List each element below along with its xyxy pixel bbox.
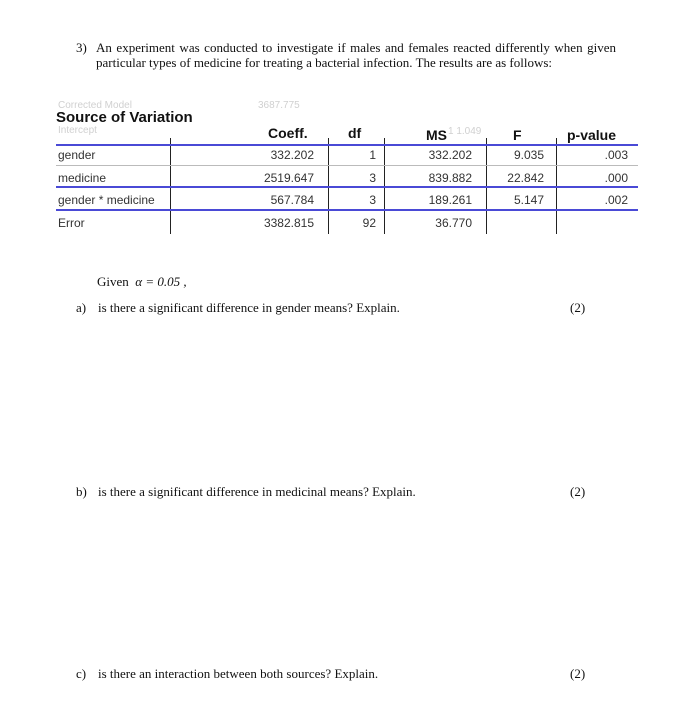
ghost-intercept: Intercept (58, 125, 97, 136)
cell-ms: 189.261 (428, 193, 472, 207)
part-a (76, 300, 400, 316)
cell-ms: 332.202 (428, 148, 472, 162)
alpha-expression: α = 0.05 , (135, 274, 187, 289)
header-f: F (513, 127, 522, 143)
question-number: 3) (76, 40, 87, 55)
part-a-label: a) (76, 300, 87, 315)
cell-p: .003 (604, 148, 628, 162)
part-c-label: c) (76, 666, 87, 681)
row-source-medicine: medicine (58, 171, 107, 185)
header-rule (56, 144, 638, 146)
header-ms: MS (426, 127, 447, 143)
cell-ms: 36.770 (435, 216, 472, 230)
part-b-text: is there a significant difference in medicinal means? Explain. (98, 484, 416, 499)
cell-f: 22.842 (507, 171, 544, 185)
header-pvalue: p-value (567, 127, 617, 143)
part-b (76, 484, 416, 500)
cell-coeff: 3382.815 (263, 216, 314, 230)
ghost-corrected-model: Corrected Model (58, 100, 132, 111)
row-source-error: Error (58, 216, 85, 230)
part-b-marks: (2) (570, 484, 586, 499)
part-c-marks: (2) (570, 666, 586, 681)
cell-coeff: 332.202 (270, 148, 314, 162)
anova-table (56, 108, 640, 238)
cell-ms: 839.882 (428, 171, 472, 185)
header-coeff: Coeff. (268, 125, 308, 141)
cell-df: 3 (369, 171, 376, 185)
cell-df: 1 (369, 148, 376, 162)
part-c (76, 666, 378, 682)
cell-df: 3 (369, 193, 376, 207)
row-rule-blue (56, 209, 638, 211)
part-a-marks: (2) (570, 300, 586, 315)
cell-f: 5.147 (513, 193, 544, 207)
ghost-ms-sub: 1 1.049 (448, 126, 482, 137)
given-prefix: Given (97, 274, 129, 289)
ghost-value-top: 3687.775 (258, 100, 300, 111)
part-a-text: is there a significant difference in gender means? Explain. (98, 300, 400, 315)
question-text: An experiment was conducted to investigate if males and females reacted differently when given particular types of medicine for treating a bacterial infection. The results are as follows: (96, 40, 616, 70)
row-rule-blue (56, 186, 638, 188)
row-rule (56, 165, 638, 166)
row-source-interaction: gender * medicine (58, 193, 155, 207)
cell-p: .002 (604, 193, 628, 207)
cell-f: 9.035 (513, 148, 544, 162)
cell-p: .000 (604, 171, 628, 185)
part-c-text: is there an interaction between both sources? Explain. (98, 666, 379, 681)
header-df: df (348, 125, 362, 141)
header-source: Source of Variation (56, 109, 193, 126)
question-intro (76, 40, 616, 70)
cell-df: 92 (362, 216, 376, 230)
part-b-label: b) (76, 484, 87, 499)
given-line (97, 274, 187, 290)
cell-coeff: 567.784 (270, 193, 314, 207)
cell-coeff: 2519.647 (263, 171, 314, 185)
row-source-gender: gender (58, 148, 96, 162)
